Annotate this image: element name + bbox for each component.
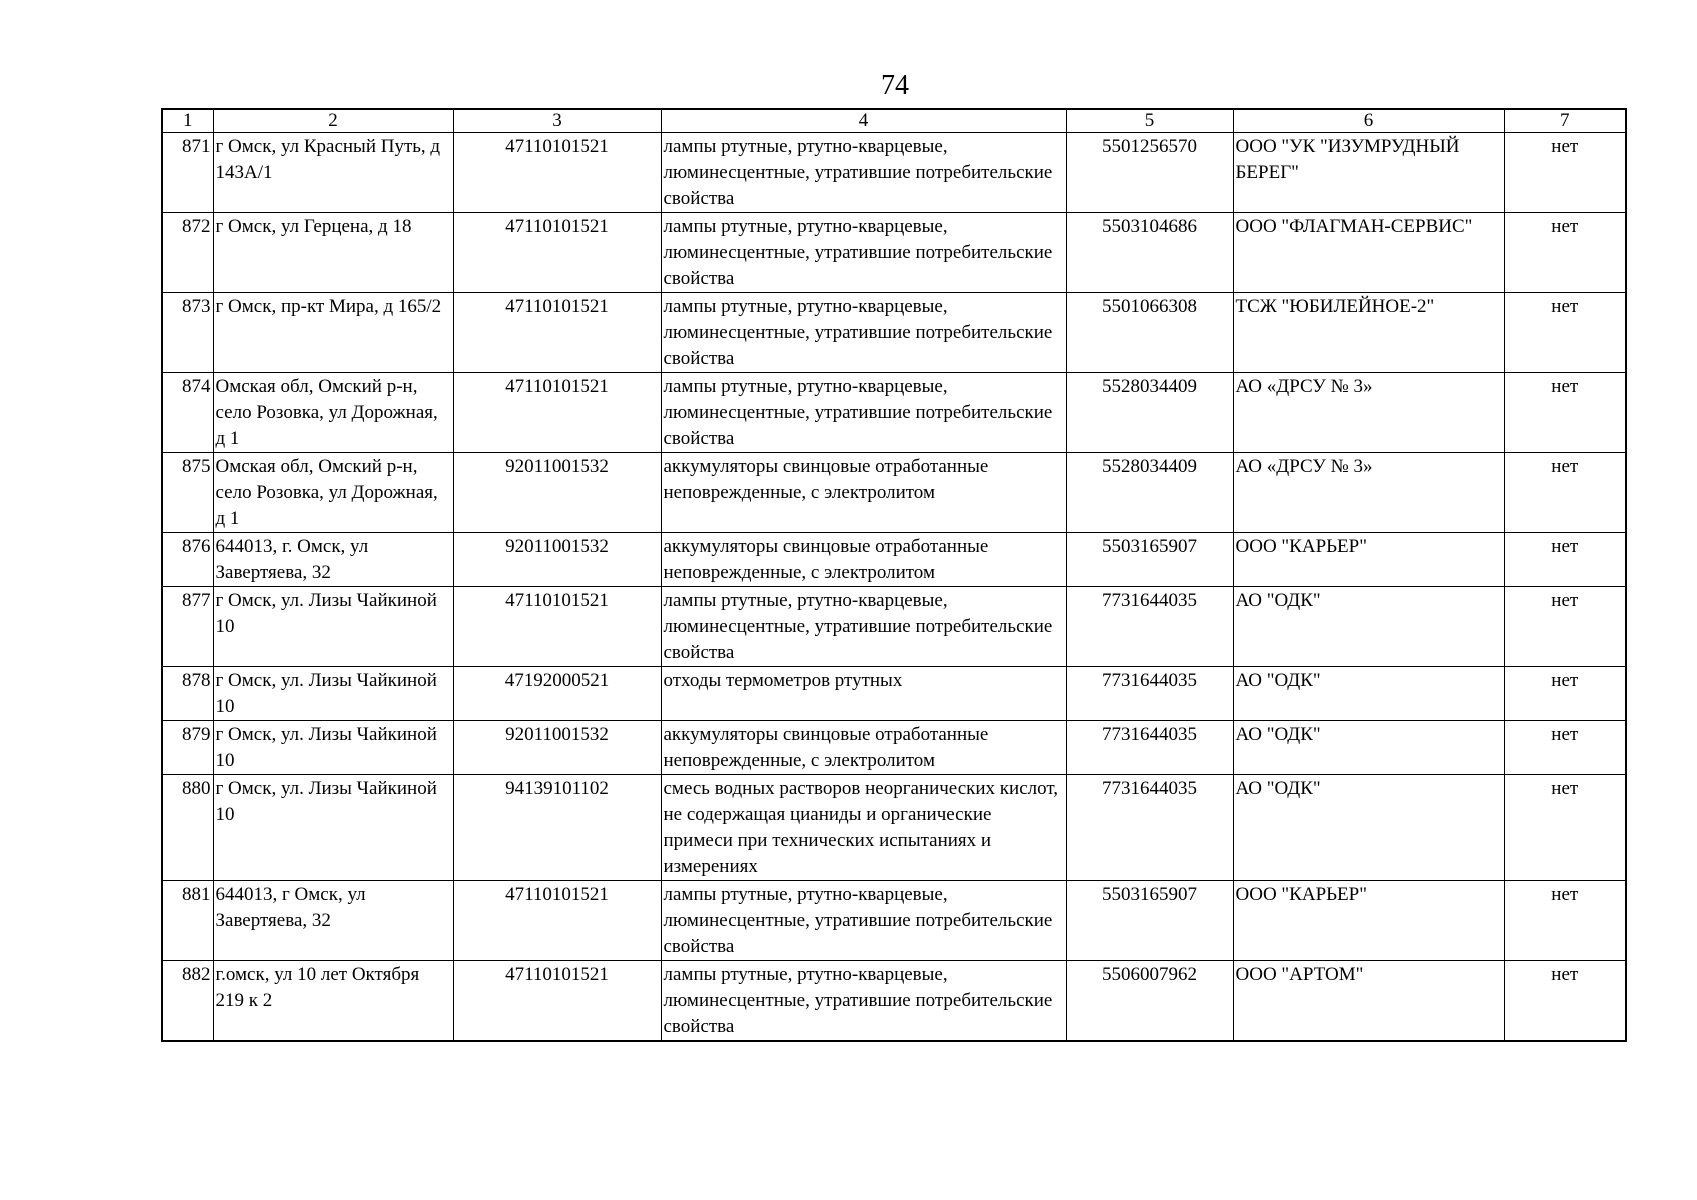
table-row: [162, 721, 1626, 775]
flag-cell: нет: [1504, 213, 1626, 293]
address-cell: Омская обл, Омский р-н, село Розовка, ул Дорожная, д 1: [213, 453, 453, 533]
table-row: [162, 775, 1626, 881]
inn-cell: 5503165907: [1066, 533, 1233, 587]
column-header: 3: [453, 109, 661, 133]
address-cell: г.омск, ул 10 лет Октября 219 к 2: [213, 961, 453, 1042]
table-row: [162, 961, 1626, 1042]
organization-cell: АО "ОДК": [1233, 721, 1504, 775]
organization-cell: ТСЖ "ЮБИЛЕЙНОЕ-2": [1233, 293, 1504, 373]
waste-code-cell: 47110101521: [453, 133, 661, 213]
table-row: [162, 533, 1626, 587]
waste-code-cell: 47110101521: [453, 213, 661, 293]
row-number: 879: [162, 721, 213, 775]
row-number: 882: [162, 961, 213, 1042]
waste-name-cell: аккумуляторы свинцовые отработанные неповрежденные, с электролитом: [661, 533, 1066, 587]
waste-name-cell: аккумуляторы свинцовые отработанные неповрежденные, с электролитом: [661, 721, 1066, 775]
row-number: 875: [162, 453, 213, 533]
waste-name-cell: лампы ртутные, ртутно-кварцевые, люминесцентные, утратившие потребительские свойства: [661, 587, 1066, 667]
waste-code-cell: 47110101521: [453, 961, 661, 1042]
inn-cell: 5501256570: [1066, 133, 1233, 213]
inn-cell: 5528034409: [1066, 373, 1233, 453]
flag-cell: нет: [1504, 775, 1626, 881]
inn-cell: 7731644035: [1066, 775, 1233, 881]
address-cell: г Омск, ул Красный Путь, д 143А/1: [213, 133, 453, 213]
flag-cell: нет: [1504, 881, 1626, 961]
page-number: 74: [881, 70, 909, 101]
waste-code-cell: 47110101521: [453, 293, 661, 373]
waste-name-cell: лампы ртутные, ртутно-кварцевые, люминесцентные, утратившие потребительские свойства: [661, 293, 1066, 373]
address-cell: г Омск, ул. Лизы Чайкиной 10: [213, 667, 453, 721]
waste-code-cell: 47110101521: [453, 587, 661, 667]
waste-name-cell: аккумуляторы свинцовые отработанные неповрежденные, с электролитом: [661, 453, 1066, 533]
column-header: 2: [213, 109, 453, 133]
address-cell: г Омск, ул. Лизы Чайкиной 10: [213, 587, 453, 667]
organization-cell: ООО "КАРЬЕР": [1233, 881, 1504, 961]
waste-code-cell: 47110101521: [453, 373, 661, 453]
table-row: [162, 293, 1626, 373]
inn-cell: 7731644035: [1066, 721, 1233, 775]
waste-name-cell: лампы ртутные, ртутно-кварцевые, люминесцентные, утратившие потребительские свойства: [661, 881, 1066, 961]
row-number: 874: [162, 373, 213, 453]
flag-cell: нет: [1504, 961, 1626, 1042]
flag-cell: нет: [1504, 453, 1626, 533]
column-header: 6: [1233, 109, 1504, 133]
waste-name-cell: лампы ртутные, ртутно-кварцевые, люминесцентные, утратившие потребительские свойства: [661, 373, 1066, 453]
inn-cell: 5503104686: [1066, 213, 1233, 293]
row-number: 876: [162, 533, 213, 587]
column-header: 5: [1066, 109, 1233, 133]
organization-cell: АО «ДРСУ № 3»: [1233, 453, 1504, 533]
flag-cell: нет: [1504, 533, 1626, 587]
address-cell: г Омск, ул. Лизы Чайкиной 10: [213, 721, 453, 775]
table-row: [162, 133, 1626, 213]
address-cell: 644013, г Омск, ул Завертяева, 32: [213, 881, 453, 961]
inn-cell: 7731644035: [1066, 667, 1233, 721]
table-row: [162, 453, 1626, 533]
table-row: [162, 881, 1626, 961]
address-cell: Омская обл, Омский р-н, село Розовка, ул Дорожная, д 1: [213, 373, 453, 453]
table-row: [162, 373, 1626, 453]
address-cell: г Омск, ул Герцена, д 18: [213, 213, 453, 293]
row-number: 878: [162, 667, 213, 721]
inn-cell: 5503165907: [1066, 881, 1233, 961]
column-header: 4: [661, 109, 1066, 133]
waste-name-cell: лампы ртутные, ртутно-кварцевые, люминесцентные, утратившие потребительские свойства: [661, 213, 1066, 293]
organization-cell: ООО "АРТОМ": [1233, 961, 1504, 1042]
flag-cell: нет: [1504, 133, 1626, 213]
inn-cell: 5528034409: [1066, 453, 1233, 533]
column-header: 1: [162, 109, 213, 133]
flag-cell: нет: [1504, 293, 1626, 373]
row-number: 872: [162, 213, 213, 293]
waste-name-cell: лампы ртутные, ртутно-кварцевые, люминесцентные, утратившие потребительские свойства: [661, 961, 1066, 1042]
table-row: [162, 587, 1626, 667]
organization-cell: ООО "ФЛАГМАН-СЕРВИС": [1233, 213, 1504, 293]
inn-cell: 5506007962: [1066, 961, 1233, 1042]
waste-code-cell: 92011001532: [453, 453, 661, 533]
column-header: 7: [1504, 109, 1626, 133]
organization-cell: АО «ДРСУ № 3»: [1233, 373, 1504, 453]
table-row: [162, 667, 1626, 721]
organization-cell: ООО "УК "ИЗУМРУДНЫЙ БЕРЕГ": [1233, 133, 1504, 213]
inn-cell: 5501066308: [1066, 293, 1233, 373]
waste-code-cell: 94139101102: [453, 775, 661, 881]
address-cell: г Омск, пр-кт Мира, д 165/2: [213, 293, 453, 373]
waste-code-cell: 92011001532: [453, 533, 661, 587]
waste-code-cell: 92011001532: [453, 721, 661, 775]
row-number: 881: [162, 881, 213, 961]
waste-name-cell: отходы термометров ртутных: [661, 667, 1066, 721]
organization-cell: АО "ОДК": [1233, 587, 1504, 667]
address-cell: 644013, г. Омск, ул Завертяева, 32: [213, 533, 453, 587]
flag-cell: нет: [1504, 587, 1626, 667]
waste-code-cell: 47192000521: [453, 667, 661, 721]
waste-registry-table: [161, 108, 1627, 1042]
organization-cell: ООО "КАРЬЕР": [1233, 533, 1504, 587]
table-row: [162, 213, 1626, 293]
row-number: 873: [162, 293, 213, 373]
organization-cell: АО "ОДК": [1233, 775, 1504, 881]
flag-cell: нет: [1504, 721, 1626, 775]
flag-cell: нет: [1504, 373, 1626, 453]
table-header-row: [162, 109, 1626, 133]
organization-cell: АО "ОДК": [1233, 667, 1504, 721]
row-number: 871: [162, 133, 213, 213]
row-number: 877: [162, 587, 213, 667]
waste-code-cell: 47110101521: [453, 881, 661, 961]
address-cell: г Омск, ул. Лизы Чайкиной 10: [213, 775, 453, 881]
row-number: 880: [162, 775, 213, 881]
flag-cell: нет: [1504, 667, 1626, 721]
inn-cell: 7731644035: [1066, 587, 1233, 667]
waste-name-cell: смесь водных растворов неорганических кислот, не содержащая цианиды и органические примеси при технических испытаниях и измерениях: [661, 775, 1066, 881]
waste-name-cell: лампы ртутные, ртутно-кварцевые, люминесцентные, утратившие потребительские свойства: [661, 133, 1066, 213]
